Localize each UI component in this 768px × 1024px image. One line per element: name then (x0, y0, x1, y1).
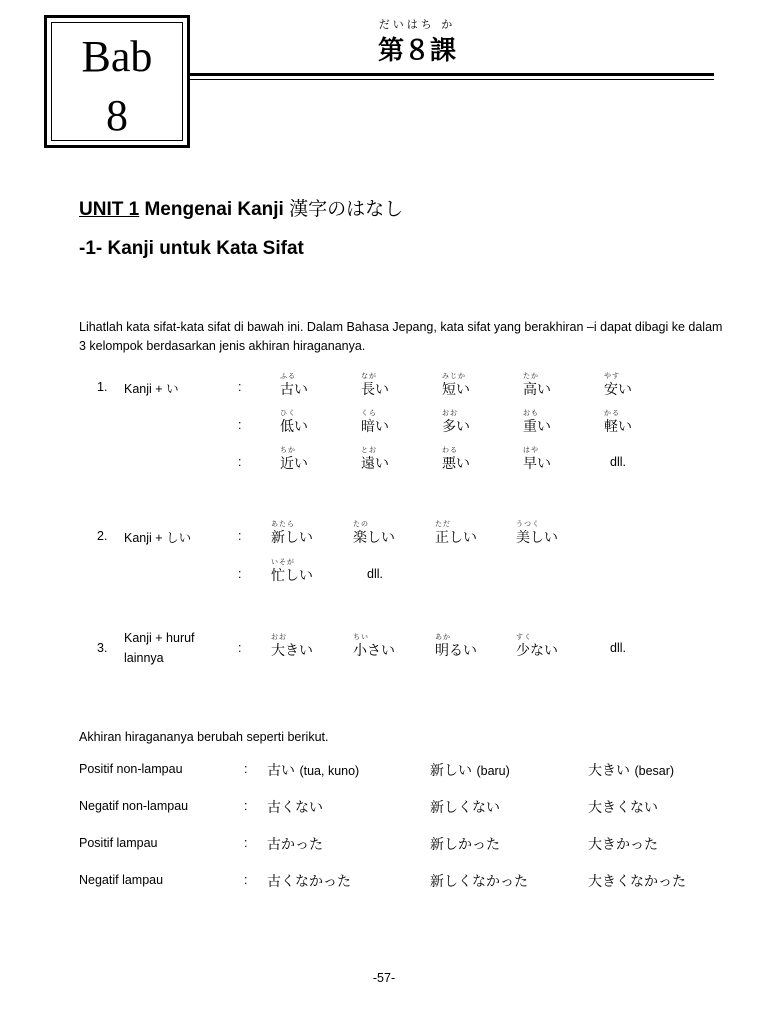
conjugation-form: 新しくなかった (430, 874, 528, 890)
adjective-word: おも 重い (523, 409, 551, 435)
conjugation-label: Positif lampau (79, 836, 158, 850)
chapter-box (44, 15, 190, 148)
conjugation-form: 古くない (267, 800, 323, 816)
unit-heading (79, 194, 403, 221)
conjugation-form: 古かった (267, 837, 323, 853)
adjective-word: あか 明るい (435, 633, 477, 659)
adjective-word: ひく 低い (280, 409, 308, 435)
group-2-label-kanji: Kanji (124, 531, 152, 545)
group-1-label (124, 379, 179, 397)
conjugation-form: 大きかった (588, 837, 658, 853)
lesson-title: 第８課 (377, 36, 456, 66)
conjugation-form: 古くなかった (267, 874, 351, 890)
group-3-number: 3. (97, 641, 108, 655)
page-number: -57- (372, 971, 396, 985)
conjugation-colon: : (244, 873, 248, 887)
header-rule-thin (190, 79, 714, 80)
conjugation-form: 古い (tua, kuno) (267, 763, 360, 779)
group-2-colon: : (238, 529, 242, 543)
adjective-word: わる 悪い (442, 446, 470, 472)
group-2-number: 2. (97, 529, 108, 543)
adjective-word: たか 高い (523, 372, 551, 398)
conjugation-colon: : (244, 762, 248, 776)
adjective-word: なが 長い (361, 372, 389, 398)
group-2-colon: : (238, 567, 242, 581)
group-1-label-suffix: い (166, 381, 179, 396)
group-1-label-kanji: Kanji (124, 382, 152, 396)
adjective-word: すく 少ない (516, 633, 558, 659)
adjective-word: おお 多い (442, 409, 470, 435)
group-3-colon: : (238, 641, 242, 655)
group-3-label-line2: lainnya (124, 651, 164, 665)
adjective-word: いそが 忙しい (271, 558, 313, 584)
group-2-label (124, 528, 191, 546)
adjective-word: ちか 近い (280, 446, 308, 472)
group-1-number: 1. (97, 380, 108, 394)
conjugation-label: Negatif non-lampau (79, 799, 189, 813)
unit-code: UNIT 1 (79, 199, 140, 220)
conjugation-label: Positif non-lampau (79, 762, 183, 776)
adjective-word: おお 大きい (271, 633, 313, 659)
adjective-word: あたら 新しい (271, 520, 313, 546)
adjective-word: ちい 小さい (353, 633, 395, 659)
conjugation-colon: : (244, 799, 248, 813)
adjective-word: かる 軽い (604, 409, 632, 435)
conjugation-form: 新しかった (430, 837, 500, 853)
adjective-word: たの 楽しい (353, 520, 395, 546)
conjugation-form: 大きくない (588, 800, 658, 816)
adjective-word: みじか 短い (442, 372, 470, 398)
unit-title: Mengenai Kanji (144, 199, 284, 220)
conjugation-intro: Akhiran hiragananya berubah seperti berikut. (79, 730, 329, 744)
adjective-word: ふる 古い (280, 372, 308, 398)
adjective-word: とお 遠い (361, 446, 389, 472)
group-3-label-line1: Kanji + huruf (124, 631, 195, 645)
conjugation-form: 新しい (baru) (430, 763, 510, 779)
group-3-etc: dll. (610, 641, 626, 655)
adjective-word: うつく 美しい (516, 520, 558, 546)
intro-paragraph: Lihatlah kata sifat-kata sifat di bawah ini. Dalam Bahasa Jepang, kata sifat yang berakhiran –i dapat dibagi ke dalam 3 kelompok berdasarkan jenis akhiran hiragananya. (79, 320, 723, 353)
group-1-colon: : (238, 380, 242, 394)
group-2-label-plus: + (155, 531, 163, 545)
section-heading: -1- Kanji untuk Kata Sifat (79, 238, 304, 259)
adjective-word: くら 暗い (361, 409, 389, 435)
group-2-etc: dll. (367, 567, 383, 581)
conjugation-form: 新しくない (430, 800, 500, 816)
chapter-box-inner (51, 22, 183, 141)
adjective-word: やす 安い (604, 372, 632, 398)
group-2-label-suffix: しい (166, 530, 192, 545)
adjective-word: ただ 正しい (435, 520, 477, 546)
adjective-word: はや 早い (523, 446, 551, 472)
group-1-colon: : (238, 455, 242, 469)
lesson-title-ruby: だいはち か (378, 18, 456, 31)
group-1-etc: dll. (610, 455, 626, 469)
conjugation-label: Negatif lampau (79, 873, 164, 887)
group-1-colon: : (238, 418, 242, 432)
conjugation-form: 大きい (besar) (588, 763, 675, 779)
group-1-label-plus: + (155, 382, 163, 396)
chapter-number: 8 (106, 91, 128, 140)
header-rule-thick (190, 73, 714, 76)
unit-title-jp: 漢字のはなし (289, 198, 404, 220)
conjugation-colon: : (244, 836, 248, 850)
conjugation-form: 大きくなかった (588, 874, 686, 890)
chapter-label: Bab (81, 32, 153, 81)
